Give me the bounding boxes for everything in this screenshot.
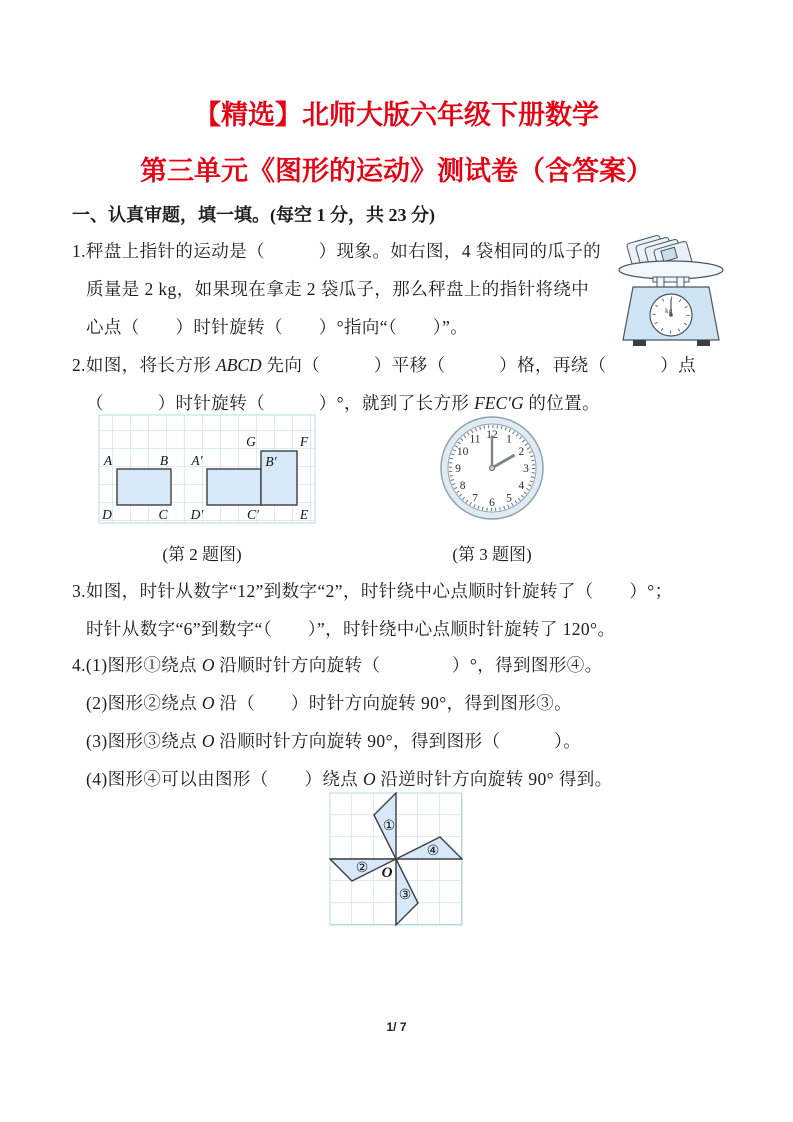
fig2-label-A2: A′	[191, 453, 203, 468]
q3-line2: 时针从数字“6”到数字“（ ）”，时针绕中心点顺时针旋转了 120°。	[86, 619, 616, 639]
q1-line1: 1.秤盘上指针的运动是（ ）现象。如右图，4 袋相同的瓜子的	[72, 241, 602, 261]
fig2-label-C2: C′	[247, 507, 259, 522]
clock-num-6: 6	[489, 497, 495, 509]
fig2-label-D: D	[102, 507, 112, 522]
fig3-caption: (第 3 题图)	[452, 545, 532, 564]
blade-2-label: ②	[355, 861, 369, 876]
q1-line2: 质量是 2 kg，如果现在拿走 2 袋瓜子，那么秤盘上的指针将绕中	[86, 279, 590, 299]
fig2-label-D2: D′	[190, 507, 204, 522]
clock-num-5: 5	[506, 492, 512, 505]
clock-num-3: 3	[523, 463, 529, 475]
section-one-heading: 一、认真审题，填一填。(每空 1 分，共 23 分)	[72, 205, 435, 225]
q3-line1: 3.如图，时针从数字“12”到数字“2”，时针绕中心点顺时针旋转了（ ）°；	[72, 581, 673, 601]
fig2-label-B: B	[159, 453, 169, 468]
clock-num-11: 11	[469, 433, 481, 446]
scale-dial-label: kg	[665, 306, 673, 315]
rectangle-translation-figure	[94, 412, 320, 528]
fig2-label-E: E	[299, 507, 309, 522]
q2-line1: 2.如图，将长方形 ABCD 先向（ ）平移（ ）格，再绕（ ）点	[72, 355, 697, 375]
clock-num-8: 8	[459, 480, 466, 492]
blade-1-label: ①	[382, 819, 396, 834]
q4-line2: (2)图形②绕点 O 沿（ ）时针方向旋转 90°，得到图形③。	[86, 693, 572, 713]
fig2-label-C: C	[158, 507, 168, 522]
fig2-label-B2: B′	[265, 454, 277, 469]
blade-4-label: ④	[426, 844, 440, 859]
clock-num-10: 10	[456, 446, 469, 458]
scale-tray	[619, 261, 723, 279]
pinwheel-rotation-figure	[329, 792, 463, 926]
q4-line4: (4)图形④可以由图形（ ）绕点 O 沿逆时针方向旋转 90° 得到。	[86, 769, 613, 789]
page-number: 1/ 7	[386, 1020, 407, 1034]
clock-center	[489, 465, 494, 470]
fig2-caption: (第 2 题图)	[162, 545, 242, 564]
center-O-label: O	[381, 865, 393, 881]
q1-line3: 心点（ ）时针旋转（ ）°指向“（ ）”。	[86, 317, 469, 337]
clock-num-2: 2	[518, 446, 525, 458]
rect-A1B1C1D1	[207, 469, 261, 505]
fig2-label-G: G	[246, 434, 256, 449]
fig2-label-F: F	[299, 434, 309, 449]
q2-line2: （ ）时针旋转（ ）°，就到了长方形 FEC′G 的位置。	[86, 393, 600, 413]
clock-num-7: 7	[472, 492, 478, 505]
clock-num-1: 1	[506, 433, 512, 446]
rect-ABCD	[117, 469, 171, 505]
page-title-line2: 第三单元《图形的运动》测试卷（含答案）	[140, 156, 653, 186]
blade-3-label: ③	[398, 888, 412, 903]
page-title-line1: 【精选】北师大版六年级下册数学	[194, 100, 599, 130]
fig2-label-A: A	[103, 453, 113, 468]
clock-num-4: 4	[518, 480, 525, 492]
kitchen-scale-icon	[609, 233, 735, 347]
clock-figure	[438, 414, 546, 522]
q4-line1: 4.(1)图形①绕点 O 沿顺时针方向旋转（ ）°，得到图形④。	[72, 655, 603, 675]
clock-num-12: 12	[486, 429, 498, 441]
clock-num-9: 9	[455, 463, 461, 475]
q4-line3: (3)图形③绕点 O 沿顺时针方向旋转 90°，得到图形（ ）。	[86, 731, 582, 751]
